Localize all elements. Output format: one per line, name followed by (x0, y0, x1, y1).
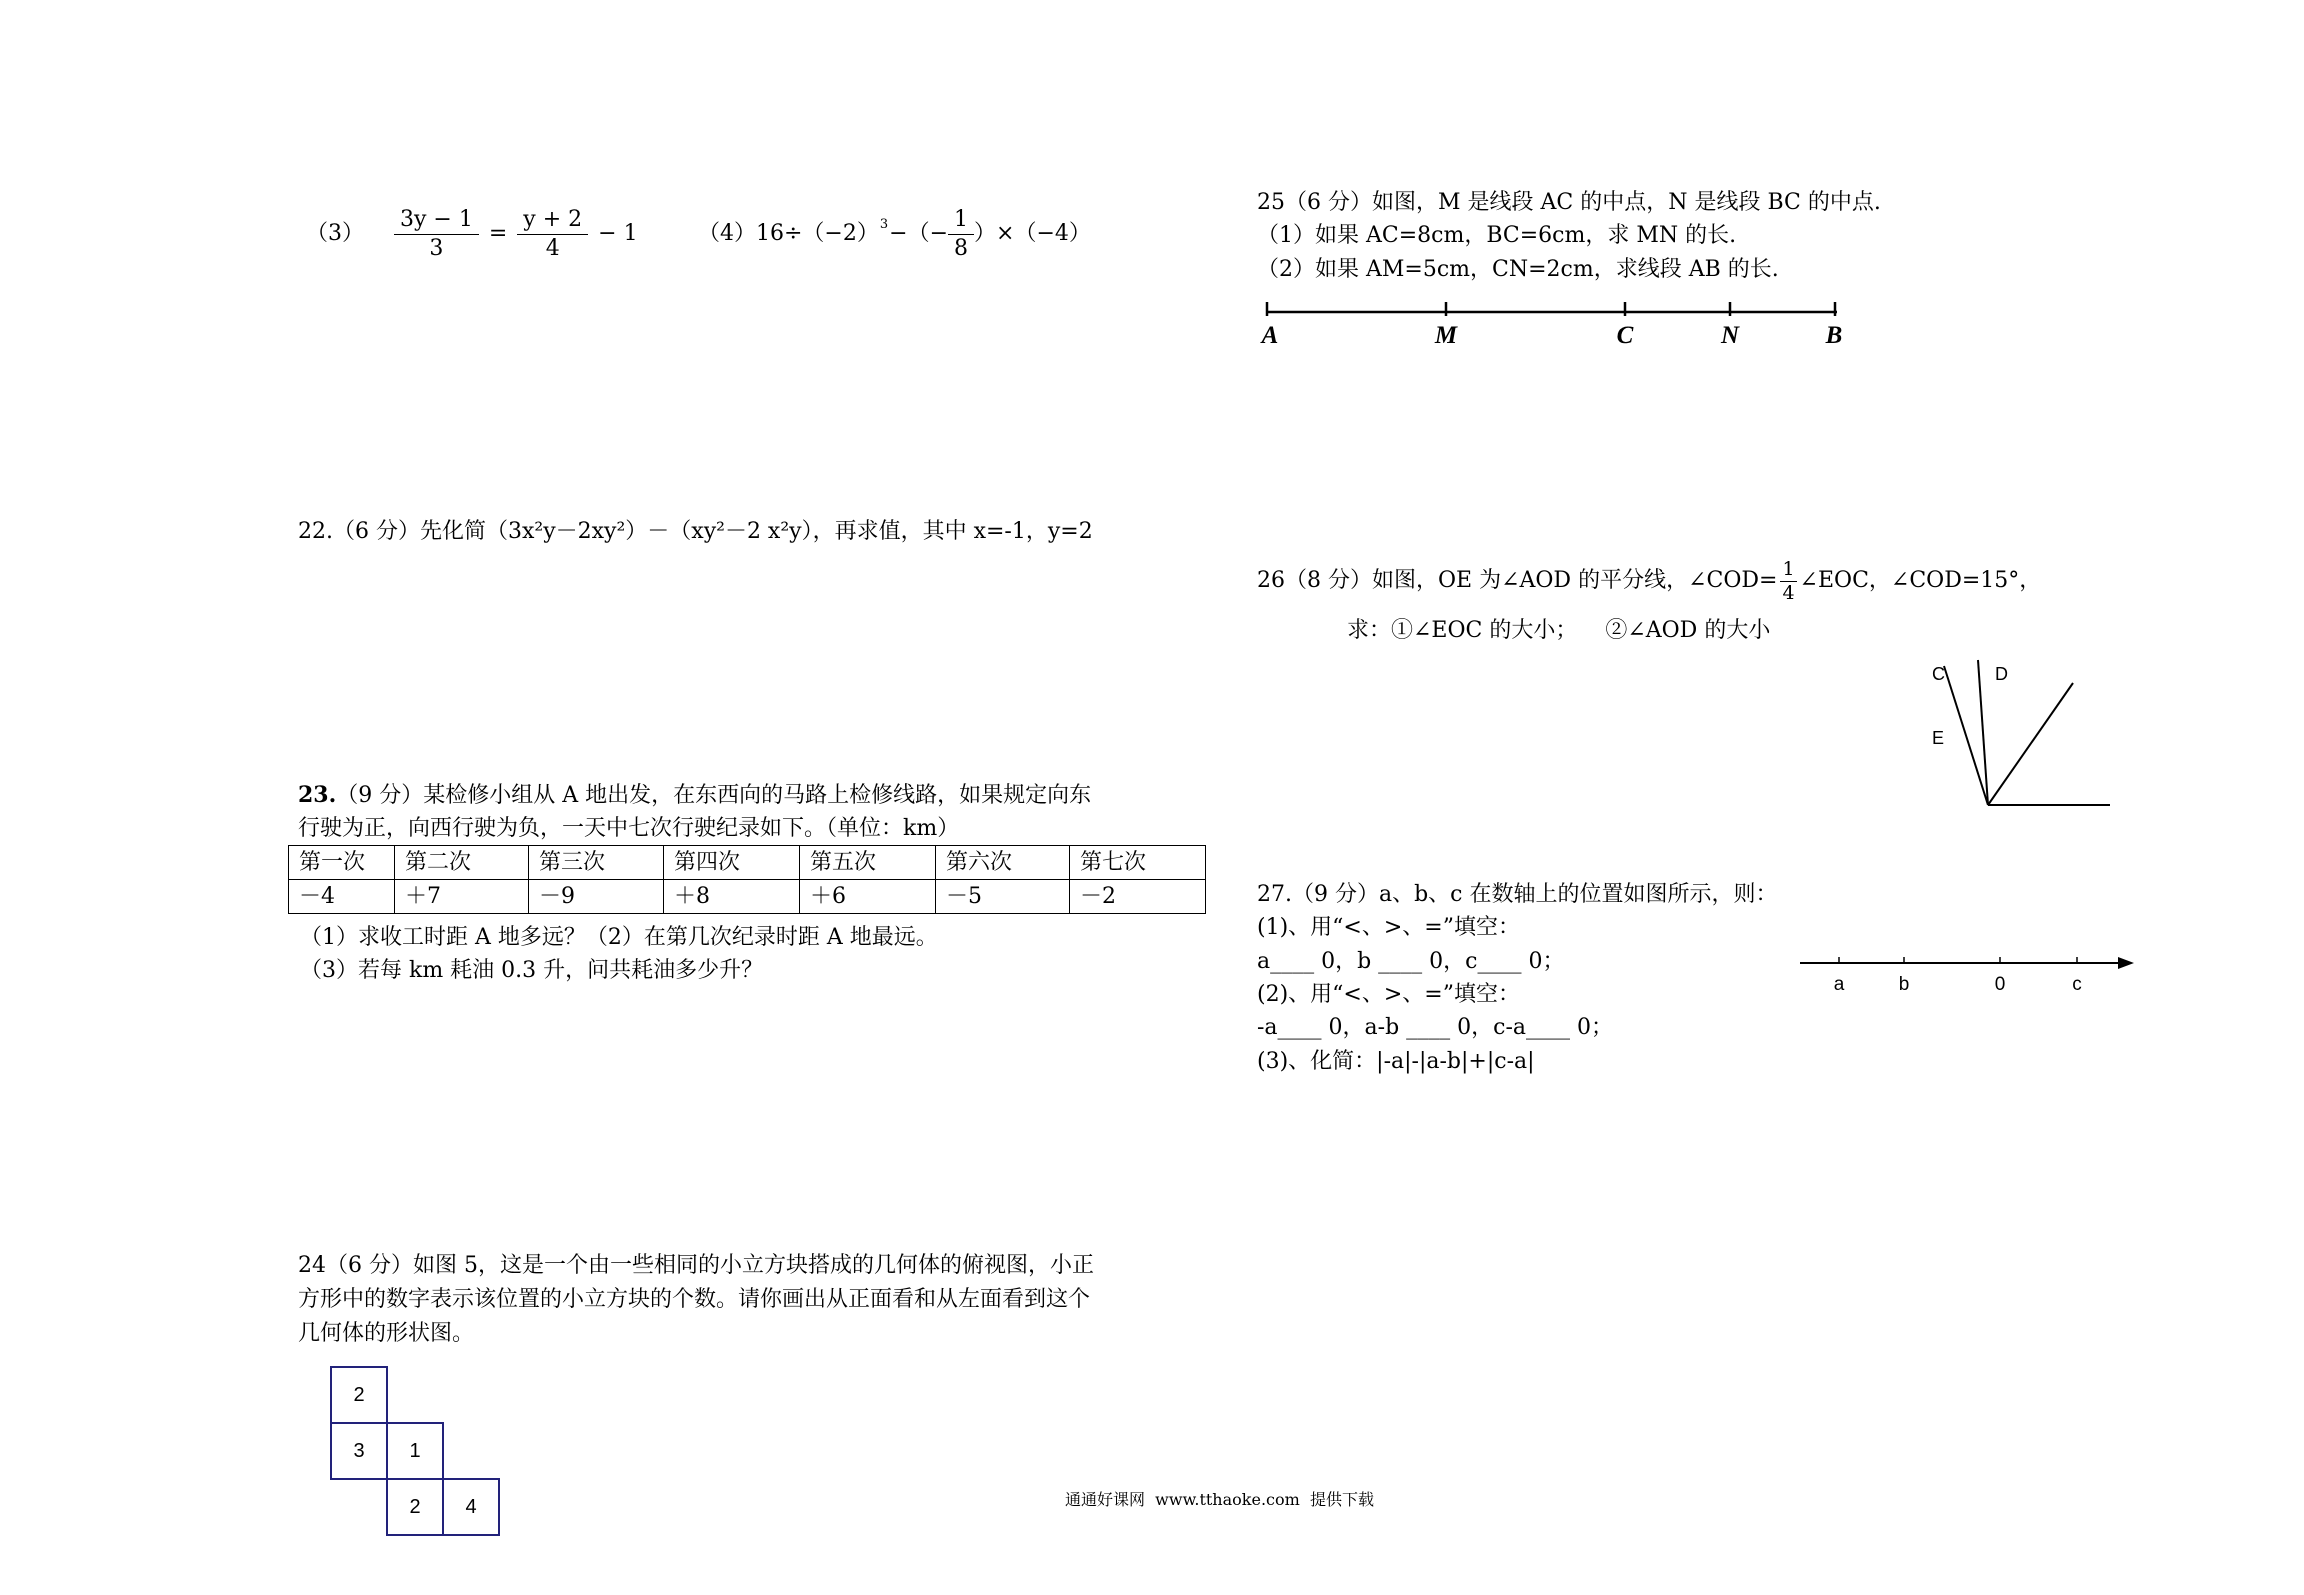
fraction-numerator: 1 (948, 209, 974, 235)
fraction-numerator: 3y − 1 (394, 209, 479, 235)
table-cell: ＋6 (800, 880, 936, 914)
fraction-left (394, 206, 479, 261)
fraction-numerator: y + 2 (517, 209, 588, 235)
problem-label: （3） (306, 221, 364, 246)
angle-label-c: C (1932, 664, 1945, 684)
number-label-c: c (2072, 974, 2082, 995)
table-header-cell: 第四次 (664, 846, 800, 880)
table-cell: －9 (529, 880, 664, 914)
expression-head: （4）16÷（−2） (698, 221, 879, 246)
fraction (948, 206, 974, 261)
table-cell: －5 (936, 880, 1070, 914)
table-header-row (289, 846, 1206, 880)
question-text: （9 分）某检修小组从 A 地出发，在东西向的马路上检修线路，如果规定向东 (336, 783, 1092, 808)
angle-label-d: D (1995, 664, 2008, 684)
question-22-text: 22.（6 分）先化简（3x²y－2xy²）－（xy²－2 x²y），再求值，其中 x=-1，y=2 (298, 519, 1093, 544)
question-25-sub1: （1）如果 AC=8cm，BC=6cm，求 MN 的长. (1257, 223, 1737, 248)
number-label-b: b (1898, 974, 1910, 995)
question-23-sub3: （3）若每 km 耗油 0.3 升，问共耗油多少升？ (300, 958, 764, 983)
fraction-denominator: 3 (429, 235, 444, 261)
exponent: 3 (879, 217, 889, 232)
question-26-sub: 求：①∠EOC 的大小； ②∠AOD 的大小 (1347, 618, 1771, 643)
ray-oe (1988, 683, 2073, 805)
table-header-cell: 第五次 (800, 846, 936, 880)
fraction-denominator: 8 (954, 235, 969, 261)
record-table (288, 845, 1206, 914)
equation-tail: − 1 (598, 221, 638, 246)
question-25-sub2: （2）如果 AM=5cm，CN=2cm，求线段 AB 的长. (1257, 257, 1779, 282)
equation-21-3 (306, 206, 638, 261)
point-label-m: M (1434, 322, 1458, 349)
table-header-cell: 第六次 (936, 846, 1070, 880)
question-24-line1: 24（6 分）如图 5，这是一个由一些相同的小立方块搭成的几何体的俯视图，小正 (298, 1253, 1094, 1278)
question-27-blanks2: -a____ 0，a-b ____ 0，c-a____ 0； (1257, 1015, 1614, 1040)
fraction-numerator: 1 (1782, 557, 1795, 580)
table-cell: ＋7 (395, 880, 529, 914)
table-cell: ＋8 (664, 880, 800, 914)
grid-cell: 2 (330, 1366, 388, 1424)
expression-tail: ）×（−4） (974, 221, 1091, 246)
fraction-right (517, 206, 588, 261)
question-27-text: 27.（9 分）a、b、c 在数轴上的位置如图所示，则： (1257, 882, 1778, 907)
ray-od (1978, 660, 1988, 805)
fraction-denominator: 4 (545, 235, 560, 261)
question-23-line2: 行驶为正，向西行驶为负，一天中七次行驶纪录如下。（单位：km） (298, 816, 960, 841)
table-header-cell: 第二次 (395, 846, 529, 880)
question-23-sub1: （1）求收工时距 A 地多远？（2）在第几次纪录时距 A 地最远。 (300, 925, 938, 950)
question-text-tail: ∠EOC，∠COD=15°， (1799, 568, 2042, 593)
grid-cell: 2 (386, 1478, 444, 1536)
table-header-cell: 第三次 (529, 846, 664, 880)
question-25-text: 25（6 分）如图，M 是线段 AC 的中点，N 是线段 BC 的中点. (1257, 190, 1881, 215)
fraction-denominator: 4 (1782, 581, 1795, 604)
grid-cell: 3 (330, 1422, 388, 1480)
expression-mid: −（− (889, 221, 949, 246)
question-24-line2: 方形中的数字表示该位置的小立方块的个数。请你画出从正面看和从左面看到这个 (298, 1287, 1091, 1312)
ray-oc (1944, 666, 1988, 805)
segment-diagram (1258, 292, 1848, 352)
expression-21-4 (698, 206, 1091, 261)
angle-label-e: E (1932, 728, 1945, 748)
table-row (289, 880, 1206, 914)
grid-cell: 4 (442, 1478, 500, 1536)
number-line (1790, 940, 2140, 1000)
question-23-line1 (298, 784, 1091, 807)
point-label-n: N (1720, 322, 1740, 349)
equals-sign: = (488, 221, 508, 246)
table-cell: －4 (289, 880, 395, 914)
question-27-sub2: (2)、用“<、>、=”填空： (1257, 982, 1520, 1007)
question-24-line3: 几何体的形状图。 (298, 1321, 475, 1346)
number-label-a: a (1833, 974, 1845, 995)
point-label-c: C (1616, 322, 1634, 349)
question-26-text (1257, 556, 2041, 606)
question-27-sub3: (3)、化简：|-a|-|a-b|+|c-a| (1257, 1049, 1535, 1074)
point-label-a: A (1261, 322, 1279, 349)
question-number: 23. (298, 782, 337, 808)
table-cell: －2 (1070, 880, 1206, 914)
page-footer: 通通好课网 www.tthaoke.com 提供下载 (1065, 1490, 1374, 1509)
table-header-cell: 第一次 (289, 846, 395, 880)
point-label-b: B (1825, 322, 1843, 349)
question-text: 26（8 分）如图，OE 为∠AOD 的平分线，∠COD= (1257, 568, 1778, 593)
angle-diagram (1920, 640, 2120, 820)
question-27-sub1: (1)、用“<、>、=”填空： (1257, 915, 1520, 940)
question-27-blanks1: a____ 0，b ____ 0，c____ 0； (1257, 949, 1565, 974)
table-header-cell: 第七次 (1070, 846, 1206, 880)
grid-cell: 1 (386, 1422, 444, 1480)
number-label-zero: 0 (1994, 974, 2006, 995)
arrow-right-icon (2118, 957, 2134, 969)
fraction (1780, 557, 1796, 604)
